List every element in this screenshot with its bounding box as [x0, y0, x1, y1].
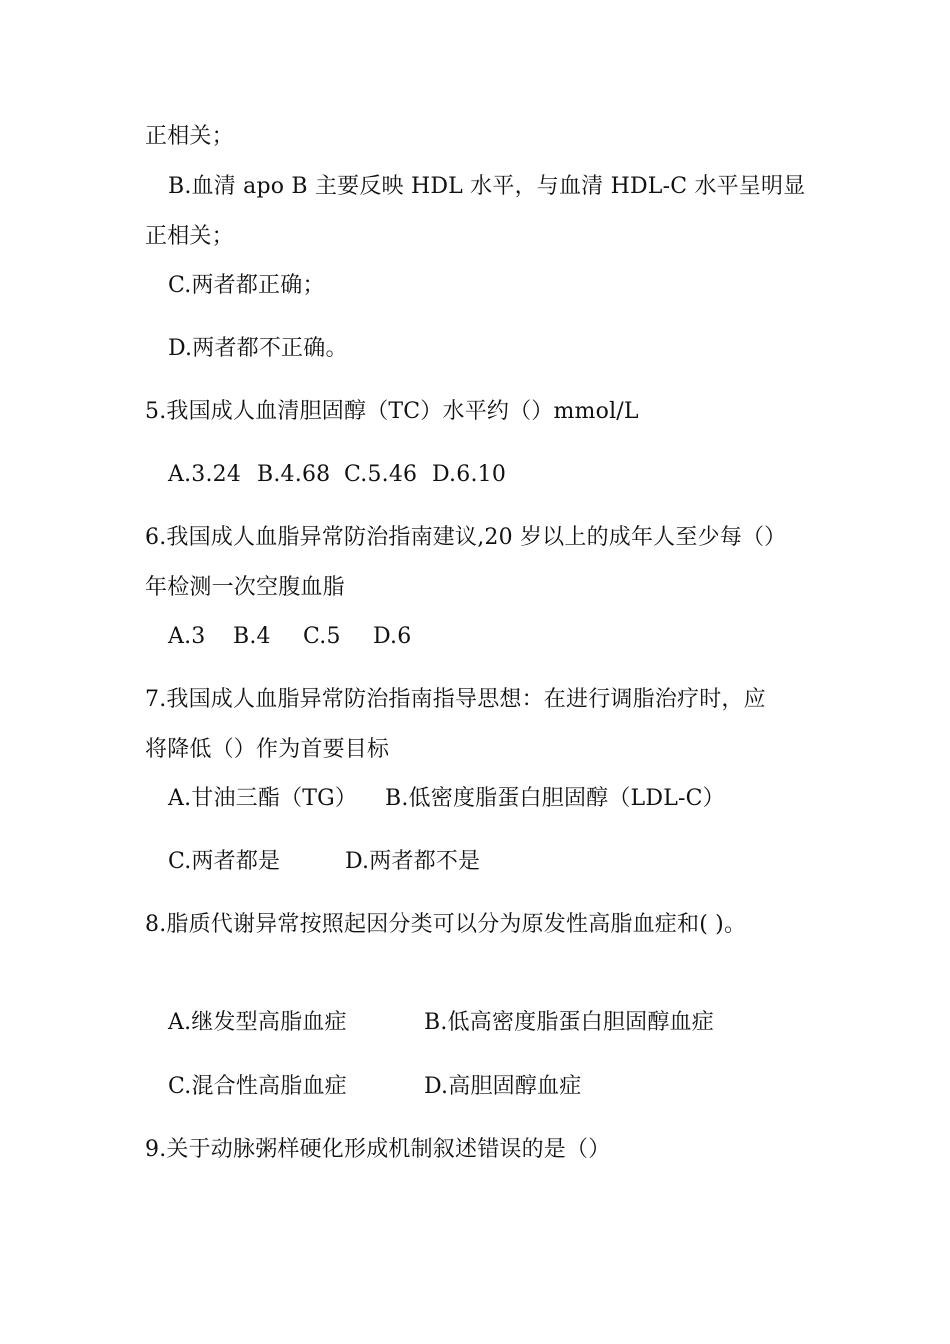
- question-6-options: [168, 622, 411, 652]
- q7-option-c: C.两者都是: [168, 849, 281, 874]
- q7-option-b: B.低密度脂蛋白胆固醇（LDL-C）: [385, 786, 725, 811]
- question-8-options-row1: [168, 1008, 714, 1038]
- question-7-options-row1: [168, 784, 725, 814]
- q5-option-d: D.6.10: [432, 462, 507, 487]
- question-9-stem: 9.关于动脉粥样硬化形成机制叙述错误的是（）: [145, 1137, 611, 1162]
- question-7-options-row2: [168, 847, 480, 877]
- text-line: 正相关；: [145, 224, 234, 249]
- question-6-stem-line2: 年检测一次空腹血脂: [145, 575, 345, 600]
- q6-option-b: B.4: [233, 624, 271, 649]
- option-d-text: D.两者都不正确。: [168, 336, 348, 361]
- question-5-options: [168, 460, 506, 490]
- q5-option-a: A.3.24: [168, 462, 242, 487]
- question-7-stem-line1: 7.我国成人血脂异常防治指南指导思想：在进行调脂治疗时，应: [145, 687, 766, 712]
- option-c-text: C.两者都正确；: [168, 273, 325, 298]
- q6-option-c: C.5: [303, 624, 341, 649]
- question-6-stem-line1: 6.我国成人血脂异常防治指南建议,20 岁以上的成年人至少每（）: [145, 525, 787, 550]
- q8-option-b: B.低高密度脂蛋白胆固醇血症: [424, 1010, 714, 1035]
- text-line: 正相关；: [145, 124, 234, 149]
- q8-option-a: A.继发型高脂血症: [168, 1010, 347, 1035]
- q6-option-a: A.3: [168, 624, 206, 649]
- q6-option-d: D.6: [373, 624, 412, 649]
- q7-option-d: D.两者都不是: [345, 849, 481, 874]
- q8-option-d: D.高胆固醇血症: [424, 1074, 582, 1099]
- question-8-stem: 8.脂质代谢异常按照起因分类可以分为原发性高脂血症和( )。: [145, 912, 747, 937]
- q5-option-b: B.4.68: [257, 462, 331, 487]
- q5-option-c: C.5.46: [344, 462, 418, 487]
- q8-option-c: C.混合性高脂血症: [168, 1074, 347, 1099]
- question-7-stem-line2: 将降低（）作为首要目标: [145, 737, 390, 762]
- q7-option-a: A.甘油三酯（TG）: [168, 786, 358, 811]
- option-b-text: B.血清 apo B 主要反映 HDL 水平，与血清 HDL-C 水平呈明显: [168, 174, 806, 199]
- question-5-stem: 5.我国成人血清胆固醇（TC）水平约（）mmol/L: [145, 399, 639, 424]
- question-8-options-row2: [168, 1072, 581, 1102]
